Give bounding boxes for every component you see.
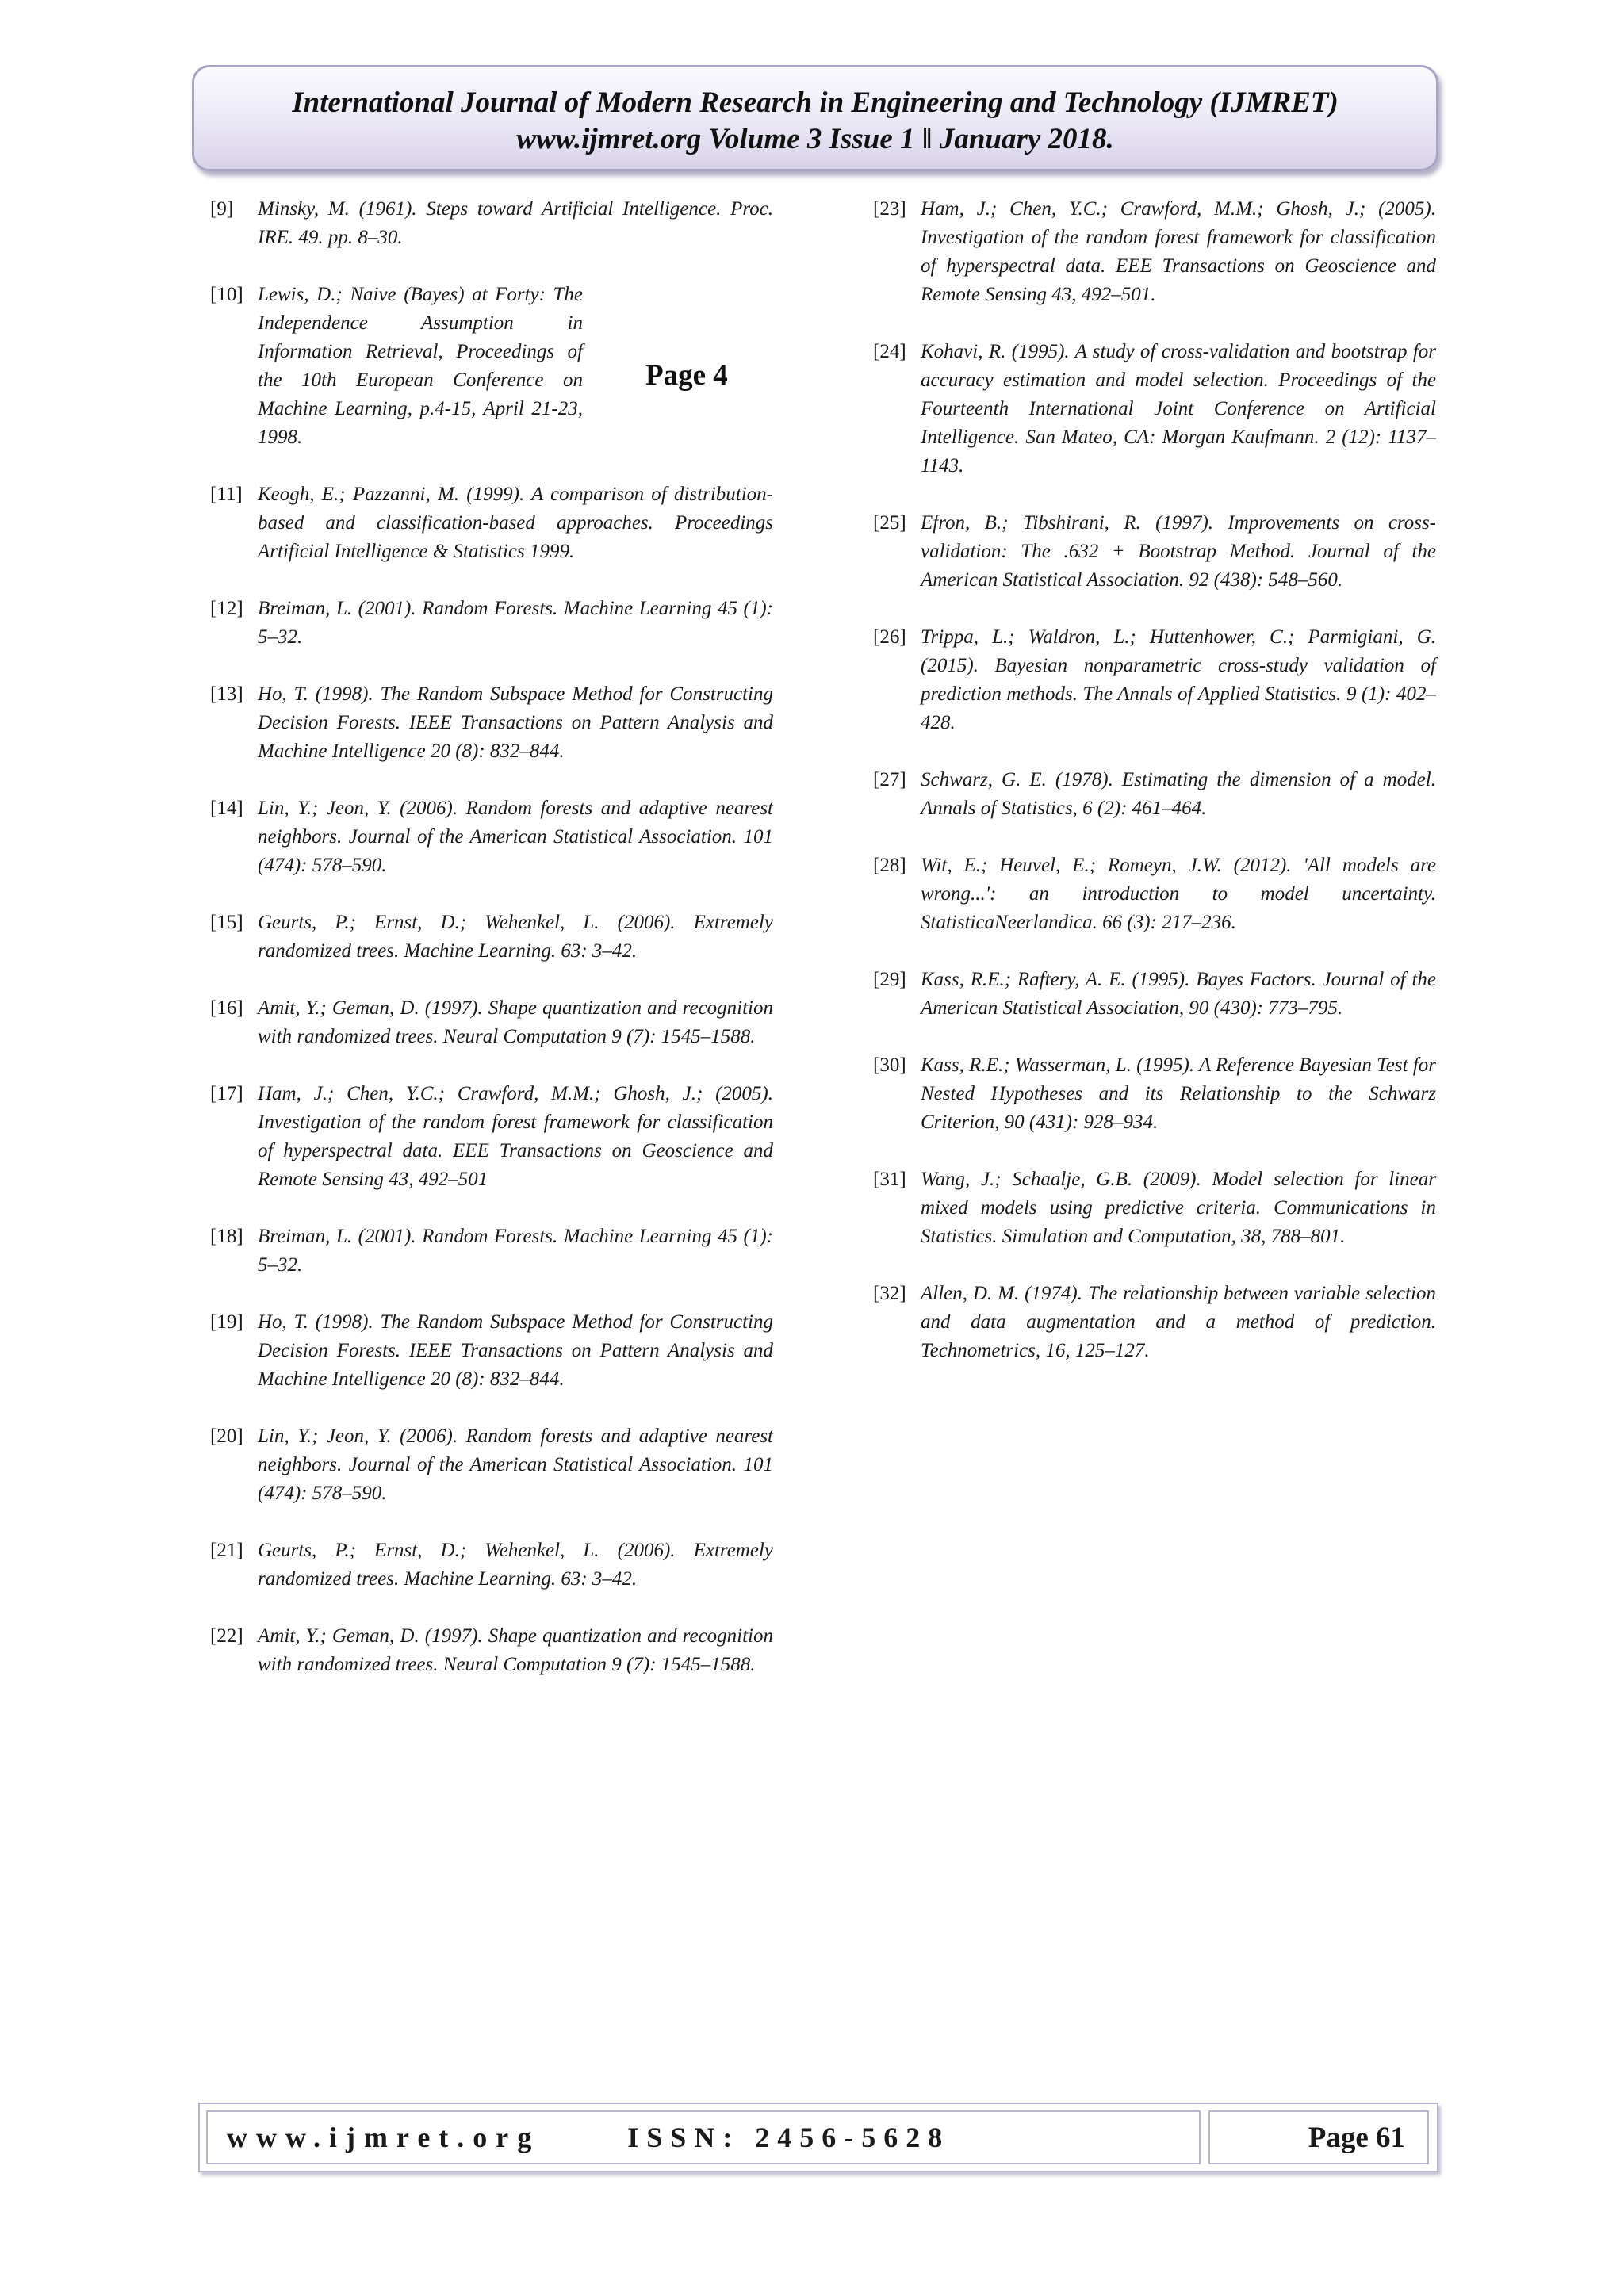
page-label-overlay: Page 4	[645, 359, 728, 392]
reference-number: [29]	[873, 969, 906, 990]
footer-website: www.ijmret.org	[227, 2122, 541, 2153]
footer-page-box	[1208, 2110, 1429, 2164]
reference-text: Schwarz, G. E. (1978). Estimating the dimension of a model. Annals of Statistics, 6 (2): 461–464.	[921, 769, 1436, 819]
reference-text: Ham, J.; Chen, Y.C.; Crawford, M.M.; Ghosh, J.; (2005). Investigation of the random forest framework for classification of hyperspectral data. EEE Transactions on Geoscience and Remote Sensing 43, 492–501	[258, 1083, 773, 1190]
reference-text: Breiman, L. (2001). Random Forests. Machine Learning 45 (1): 5–32.	[258, 598, 773, 648]
reference-text: Wit, E.; Heuvel, E.; Romeyn, J.W. (2012). 'All models are wrong...': an introduction to model uncertainty. StatisticaNeerlandica. 66 (3): 217–236.	[921, 855, 1436, 933]
reference-text: Lin, Y.; Jeon, Y. (2006). Random forests and adaptive nearest neighbors. Journal of the American Statistical Association. 101 (474): 578–590.	[258, 1425, 773, 1504]
reference-number: [30]	[873, 1054, 906, 1076]
reference-number: [22]	[210, 1625, 243, 1647]
references-left-column	[210, 195, 773, 1708]
reference-text: Kass, R.E.; Wasserman, L. (1995). A Reference Bayesian Test for Nested Hypotheses and its Relationship to the Schwarz Criterion, 90 (431): 928–934.	[921, 1054, 1436, 1133]
reference-item	[873, 1280, 1436, 1365]
reference-number: [21]	[210, 1540, 243, 1561]
reference-number: [17]	[210, 1083, 243, 1104]
reference-item	[873, 195, 1436, 309]
reference-number: [20]	[210, 1425, 243, 1447]
reference-text: Efron, B.; Tibshirani, R. (1997). Improvements on cross-validation: The .632 + Bootstrap Method. Journal of the American Statistical Association. 92 (438): 548–560.	[921, 512, 1436, 591]
reference-number: [13]	[210, 683, 243, 705]
reference-text: Allen, D. M. (1974). The relationship between variable selection and data augmentation and a method of prediction. Technometrics, 16, 125–127.	[921, 1283, 1436, 1361]
reference-item	[210, 1536, 773, 1594]
footer-issn: ISSN: 2456-5628	[627, 2122, 951, 2153]
reference-item	[873, 766, 1436, 823]
reference-number: [27]	[873, 769, 906, 790]
reference-number: [16]	[210, 997, 243, 1019]
reference-text: Geurts, P.; Ernst, D.; Wehenkel, L. (2006). Extremely randomized trees. Machine Learning. 63: 3–42.	[258, 1540, 773, 1590]
reference-text: Kohavi, R. (1995). A study of cross-validation and bootstrap for accuracy estimation and model selection. Proceedings of the Fourteenth International Joint Conference on Artificial Intelligence. San Mateo, CA: Morgan Kaufmann. 2 (12): 1137–1143.	[921, 341, 1436, 476]
page-footer	[198, 2103, 1438, 2172]
reference-number: [24]	[873, 341, 906, 362]
reference-item	[210, 994, 773, 1051]
reference-number: [10]	[210, 284, 243, 305]
footer-info-box	[206, 2110, 1201, 2164]
reference-number: [11]	[210, 484, 243, 505]
references-right-column	[873, 195, 1436, 1394]
reference-number: [19]	[210, 1311, 243, 1333]
reference-text: Trippa, L.; Waldron, L.; Huttenhower, C.; Parmigiani, G. (2015). Bayesian nonparametric cross-study validation of prediction methods. The Annals of Applied Statistics. 9 (1): 402–428.	[921, 626, 1436, 733]
reference-item	[210, 909, 773, 966]
reference-text: Ho, T. (1998). The Random Subspace Method for Constructing Decision Forests. IEEE Transactions on Pattern Analysis and Machine Intelligence 20 (8): 832–844.	[258, 683, 773, 762]
journal-header	[192, 65, 1438, 171]
reference-number: [15]	[210, 912, 243, 933]
journal-issue-line: www.ijmret.org Volume 3 Issue 1 ǁ January 2018.	[516, 123, 1114, 155]
reference-text: Ho, T. (1998). The Random Subspace Method for Constructing Decision Forests. IEEE Transactions on Pattern Analysis and Machine Intelligence 20 (8): 832–844.	[258, 1311, 773, 1390]
reference-item	[210, 195, 773, 252]
reference-item	[873, 1165, 1436, 1251]
reference-item	[210, 1080, 773, 1194]
reference-text: Kass, R.E.; Raftery, A. E. (1995). Bayes Factors. Journal of the American Statistical Association, 90 (430): 773–795.	[921, 969, 1436, 1019]
reference-item	[873, 851, 1436, 937]
reference-item	[210, 794, 773, 880]
reference-item	[210, 480, 773, 566]
reference-item	[210, 680, 773, 766]
reference-text: Ham, J.; Chen, Y.C.; Crawford, M.M.; Ghosh, J.; (2005). Investigation of the random forest framework for classification of hyperspectral data. EEE Transactions on Geoscience and Remote Sensing 43, 492–501.	[921, 198, 1436, 305]
reference-text: Amit, Y.; Geman, D. (1997). Shape quantization and recognition with randomized trees. Neural Computation 9 (7): 1545–1588.	[258, 997, 773, 1047]
reference-number: [25]	[873, 512, 906, 534]
reference-number: [32]	[873, 1283, 906, 1304]
reference-text: Lewis, D.; Naive (Bayes) at Forty: The Independence Assumption in Information Retrieval, Proceedings of the 10th European Conference on Machine Learning, p.4-15, April 21-23, 1998.	[258, 284, 583, 448]
reference-text: Lin, Y.; Jeon, Y. (2006). Random forests and adaptive nearest neighbors. Journal of the American Statistical Association. 101 (474): 578–590.	[258, 798, 773, 876]
footer-page-number: Page 61	[1308, 2121, 1405, 2154]
reference-number: [14]	[210, 798, 243, 819]
reference-number: [18]	[210, 1226, 243, 1247]
reference-text: Wang, J.; Schaalje, G.B. (2009). Model selection for linear mixed models using predictive criteria. Communications in Statistics. Simulation and Computation, 38, 788–801.	[921, 1169, 1436, 1247]
reference-item	[210, 1622, 773, 1679]
reference-item	[873, 966, 1436, 1023]
reference-item	[210, 1308, 773, 1394]
reference-number: [23]	[873, 198, 906, 220]
reference-number: [28]	[873, 855, 906, 876]
reference-number: [9]	[210, 198, 234, 220]
reference-text: Amit, Y.; Geman, D. (1997). Shape quantization and recognition with randomized trees. Neural Computation 9 (7): 1545–1588.	[258, 1625, 773, 1675]
reference-text: Breiman, L. (2001). Random Forests. Machine Learning 45 (1): 5–32.	[258, 1226, 773, 1276]
journal-title: International Journal of Modern Research in Engineering and Technology (IJMRET)	[292, 86, 1339, 119]
reference-item	[873, 1051, 1436, 1137]
reference-item	[873, 338, 1436, 480]
reference-item	[873, 509, 1436, 595]
reference-item	[210, 1422, 773, 1508]
reference-number: [26]	[873, 626, 906, 648]
reference-text: Geurts, P.; Ernst, D.; Wehenkel, L. (2006). Extremely randomized trees. Machine Learning. 63: 3–42.	[258, 912, 773, 962]
reference-number: [12]	[210, 598, 243, 619]
reference-item	[873, 623, 1436, 737]
reference-item	[210, 595, 773, 652]
reference-text: Minsky, M. (1961). Steps toward Artificial Intelligence. Proc. IRE. 49. pp. 8–30.	[258, 198, 773, 248]
reference-text: Keogh, E.; Pazzanni, M. (1999). A comparison of distribution-based and classification-based approaches. Proceedings Artificial Intelligence & Statistics 1999.	[258, 484, 773, 562]
reference-number: [31]	[873, 1169, 906, 1190]
reference-item	[210, 1223, 773, 1280]
